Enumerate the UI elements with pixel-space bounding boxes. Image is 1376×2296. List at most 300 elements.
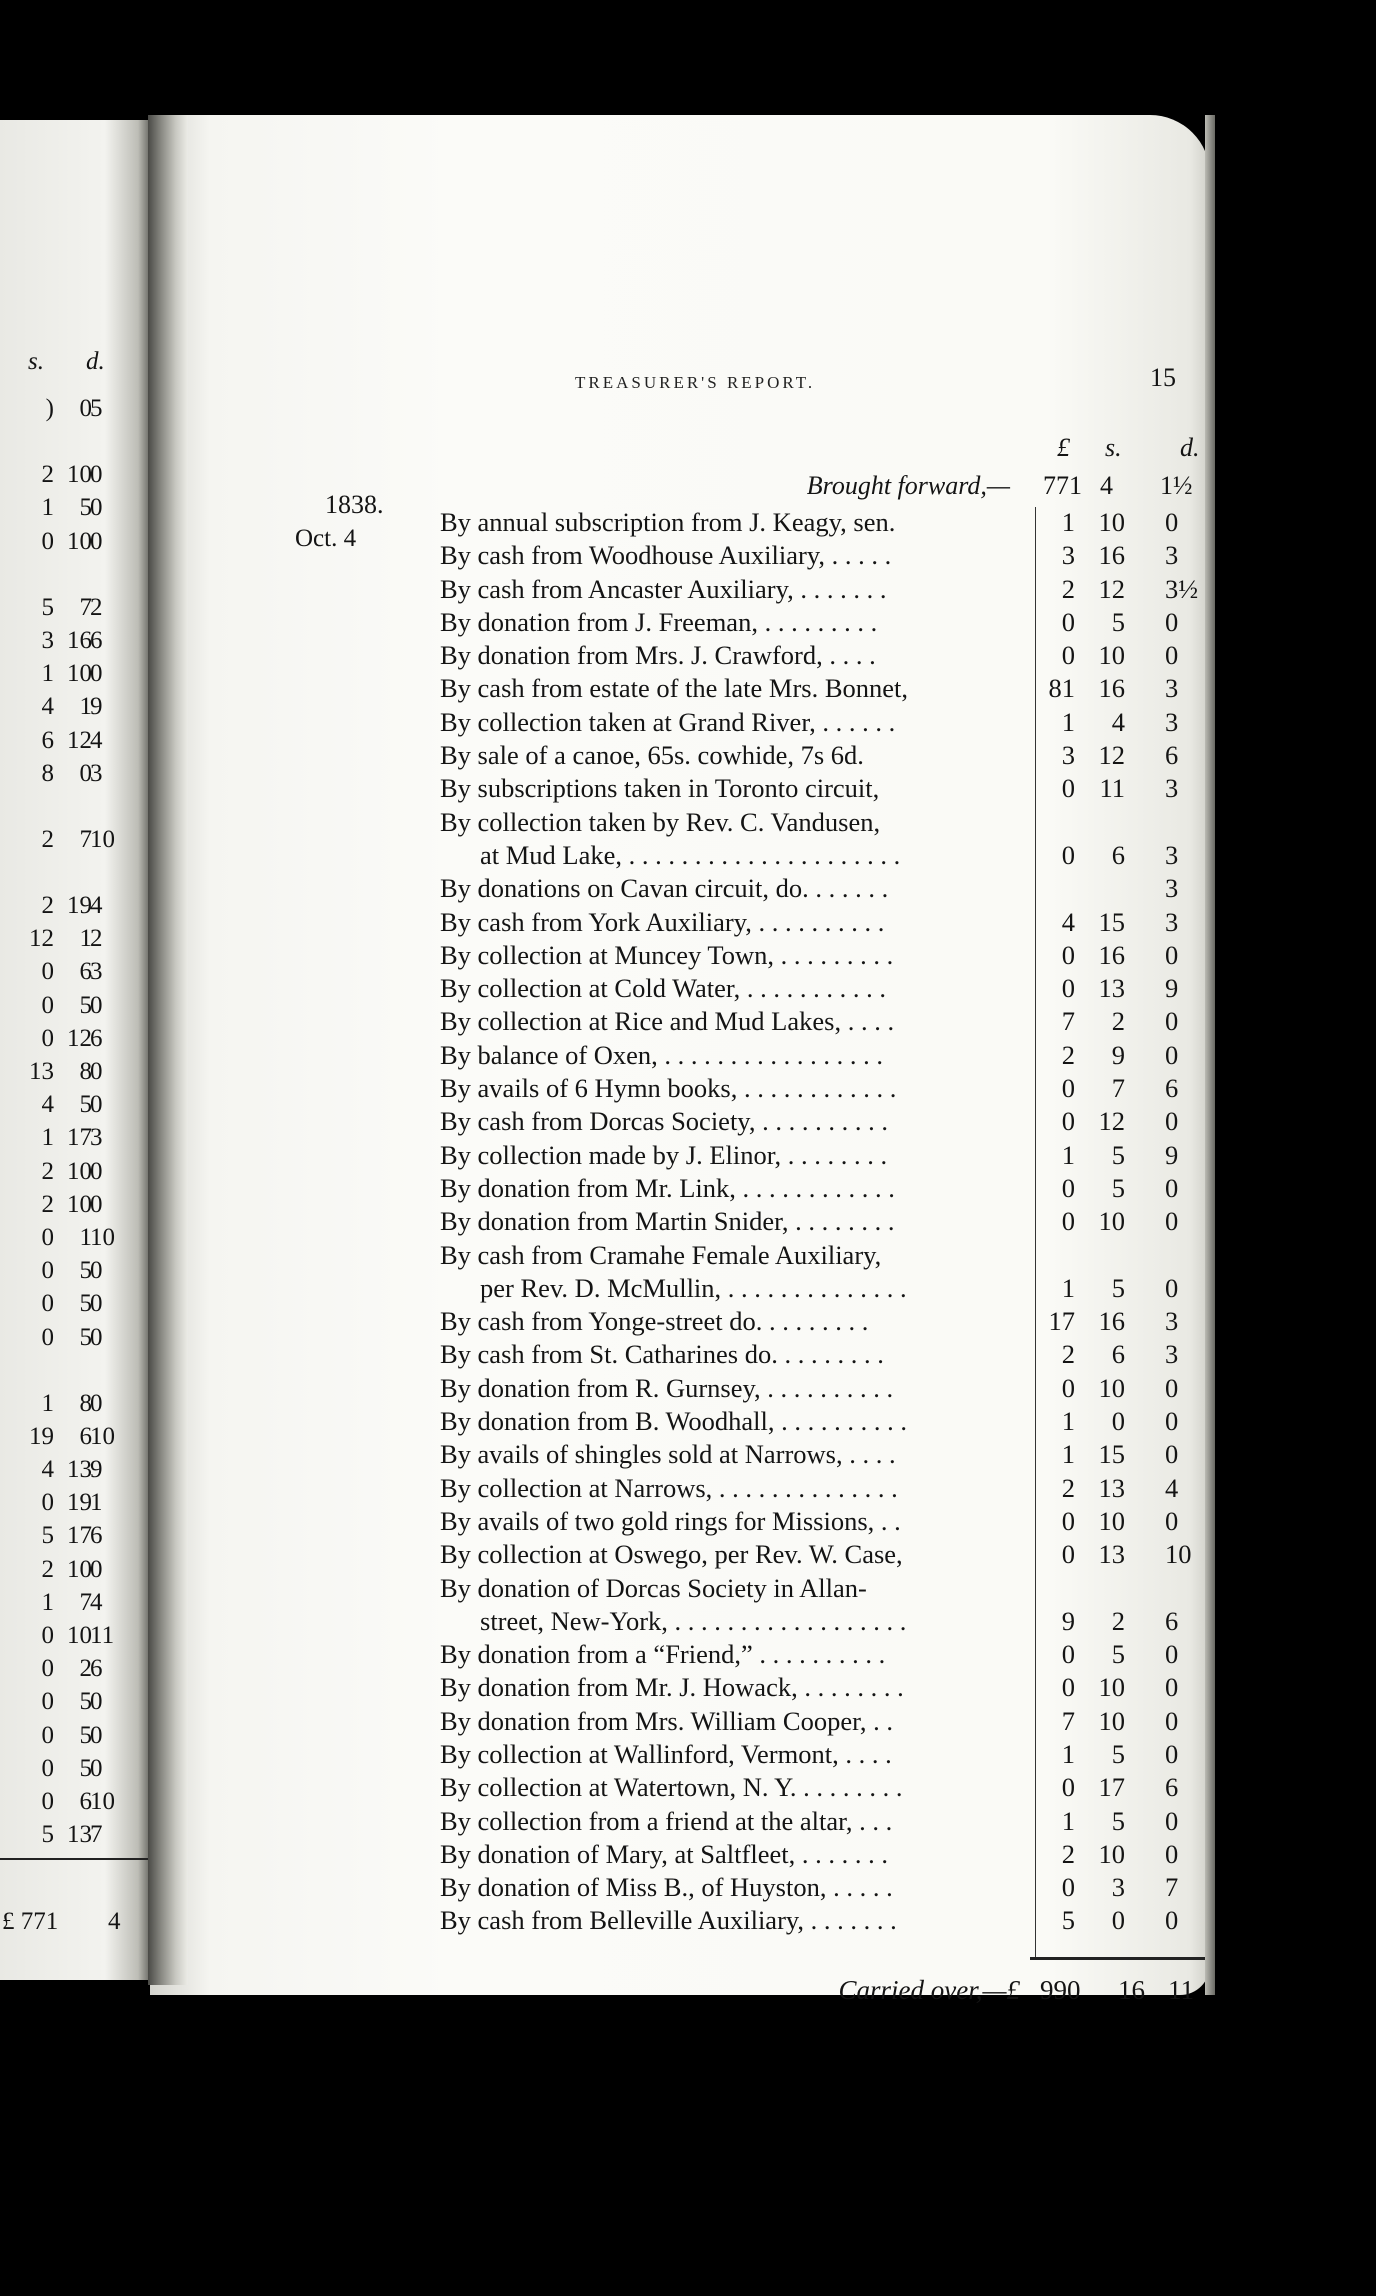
left-shillings: 5 bbox=[79, 1754, 92, 1782]
ledger-page bbox=[150, 115, 1210, 2005]
brought-forward-pence: 1½ bbox=[1160, 471, 1193, 500]
left-pence: 3 bbox=[90, 1124, 103, 1152]
entry-description: By collection taken at Grand River, . . . . . . bbox=[440, 706, 896, 737]
entry-shillings: 13 bbox=[1098, 1472, 1125, 1503]
left-pounds: 19 bbox=[29, 1422, 54, 1450]
entry-shillings: 5 bbox=[1111, 1639, 1125, 1670]
ledger-entry-row bbox=[150, 540, 1250, 573]
left-pence: 0 bbox=[90, 527, 103, 555]
page-number: 15 bbox=[1150, 363, 1176, 392]
left-pounds: 0 bbox=[41, 1489, 54, 1517]
left-shillings: 17 bbox=[67, 1124, 92, 1152]
left-pence: 3 bbox=[90, 759, 103, 787]
left-pence: 6 bbox=[90, 1024, 103, 1052]
entry-pounds: 0 bbox=[1061, 606, 1075, 637]
entry-pence: 0 bbox=[1165, 1439, 1179, 1470]
entry-description: By collection at Cold Water, . . . . . . . . . . . bbox=[440, 973, 887, 1004]
left-pounds: 5 bbox=[41, 1522, 54, 1550]
ledger-entry-row bbox=[150, 1473, 1250, 1506]
left-pounds: 2 bbox=[41, 825, 54, 853]
entry-shillings: 4 bbox=[1111, 706, 1125, 737]
entry-pounds: 0 bbox=[1061, 1372, 1075, 1403]
entry-description: By cash from Dorcas Society, . . . . . . . . . . bbox=[440, 1106, 888, 1137]
left-page-row bbox=[0, 1324, 150, 1357]
left-pounds: 1 bbox=[41, 494, 54, 522]
entry-shillings: 17 bbox=[1098, 1772, 1125, 1803]
entry-pounds: 1 bbox=[1061, 507, 1075, 537]
left-page-row bbox=[0, 1158, 150, 1191]
ledger-entry-row bbox=[150, 1040, 1250, 1073]
entry-pounds: 1 bbox=[1061, 1139, 1075, 1170]
left-shillings: 5 bbox=[79, 1323, 92, 1351]
left-shillings: 0 bbox=[79, 395, 92, 422]
left-pounds: 0 bbox=[41, 527, 54, 555]
left-shillings: 10 bbox=[67, 1555, 92, 1583]
entry-pence: 0 bbox=[1165, 939, 1179, 970]
entry-pounds: 1 bbox=[1061, 1738, 1075, 1769]
ledger-entry-row bbox=[150, 940, 1250, 973]
entry-pence: 3 bbox=[1165, 906, 1179, 937]
left-shillings: 17 bbox=[67, 1522, 92, 1550]
ledger-entry-row bbox=[150, 1739, 1250, 1772]
left-pence: 0 bbox=[90, 1257, 103, 1285]
left-page-row bbox=[0, 1489, 150, 1522]
ledger-entry-row bbox=[150, 973, 1250, 1006]
left-page-row bbox=[0, 826, 150, 859]
left-page-blank-row bbox=[0, 793, 150, 826]
left-page-row bbox=[0, 1423, 150, 1456]
left-shillings: 13 bbox=[67, 1821, 92, 1849]
ledger-entry-row bbox=[150, 1573, 1250, 1606]
entry-description: By collection at Muncey Town, . . . . . . . . . bbox=[440, 939, 894, 970]
left-shillings-header: s. bbox=[28, 348, 44, 375]
entry-shillings: 10 bbox=[1098, 640, 1125, 671]
entry-description: By cash from York Auxiliary, . . . . . . . . . . bbox=[440, 906, 885, 937]
entry-pence: 7 bbox=[1165, 1872, 1179, 1903]
left-page-row bbox=[0, 1091, 150, 1124]
left-pence: 0 bbox=[90, 1721, 103, 1749]
left-pence: 5 bbox=[90, 395, 103, 422]
left-page-blank-row bbox=[0, 1357, 150, 1390]
left-page-row bbox=[0, 1622, 150, 1655]
carried-over-pence: 11 bbox=[1168, 1975, 1194, 2005]
entry-pence: 6 bbox=[1165, 1772, 1179, 1803]
left-pounds: 0 bbox=[41, 991, 54, 1019]
ledger-entry-row bbox=[150, 673, 1250, 706]
ledger-entry-row bbox=[150, 773, 1250, 806]
left-pounds: 0 bbox=[41, 1655, 54, 1683]
page-edge-shadow bbox=[1205, 115, 1215, 1995]
entry-description: By donation from Mr. J. Howack, . . . . . . . . bbox=[440, 1672, 904, 1703]
left-pence: 0 bbox=[90, 991, 103, 1019]
left-pence: 0 bbox=[90, 1555, 103, 1583]
entry-pence: 3 bbox=[1165, 1306, 1179, 1337]
left-shillings: 7 bbox=[79, 825, 92, 853]
left-pence: 7 bbox=[90, 1821, 103, 1849]
entry-shillings: 10 bbox=[1098, 1372, 1125, 1403]
entry-description: By avails of two gold rings for Missions, . . bbox=[440, 1505, 901, 1536]
left-pounds: ) bbox=[45, 395, 54, 422]
left-pence: 3 bbox=[90, 958, 103, 986]
previous-page-fragment bbox=[0, 120, 150, 1980]
entry-pence: 3 bbox=[1165, 1339, 1179, 1370]
entry-description: By collection at Wallinford, Vermont, . . . . bbox=[440, 1738, 892, 1769]
entry-pounds: 17 bbox=[1048, 1306, 1075, 1337]
entry-pence: 0 bbox=[1165, 1838, 1179, 1869]
left-page-row bbox=[0, 1722, 150, 1755]
left-page-row bbox=[0, 1688, 150, 1721]
amount-column-header bbox=[150, 433, 1250, 469]
entry-description: By cash from Yonge-street do. . . . . . . . . bbox=[440, 1306, 869, 1337]
entry-description: per Rev. D. McMullin, . . . . . . . . . . . . . . bbox=[480, 1272, 907, 1303]
entry-pounds: 0 bbox=[1061, 1772, 1075, 1803]
entry-description: By donation from a “Friend,” . . . . . . . . . . bbox=[440, 1639, 886, 1670]
left-page-row bbox=[0, 1655, 150, 1688]
entry-description: By donation from Mrs. William Cooper, . . bbox=[440, 1705, 893, 1736]
entry-pence: 0 bbox=[1165, 1106, 1179, 1137]
ledger-entry-row bbox=[150, 1772, 1250, 1805]
left-pence: 11 bbox=[90, 1622, 115, 1649]
entry-pounds: 2 bbox=[1061, 1339, 1075, 1370]
left-page-row bbox=[0, 1556, 150, 1589]
entry-shillings: 0 bbox=[1111, 1406, 1125, 1437]
entry-pence: 6 bbox=[1165, 1605, 1179, 1636]
left-pounds: 0 bbox=[41, 1787, 54, 1815]
carried-over-shillings: 16 bbox=[1118, 1975, 1145, 2005]
left-pounds: 6 bbox=[41, 726, 54, 754]
ledger-entry-row bbox=[150, 607, 1250, 640]
entry-pence: 4 bbox=[1165, 1472, 1179, 1503]
entry-description: By cash from St. Catharines do. . . . . . . . . bbox=[440, 1339, 884, 1370]
entry-shillings: 12 bbox=[1098, 573, 1125, 604]
left-shillings: 7 bbox=[79, 593, 92, 621]
entry-pounds: 0 bbox=[1061, 839, 1075, 870]
left-shillings: 6 bbox=[79, 1422, 92, 1450]
left-page-row bbox=[0, 958, 150, 991]
brought-forward-label: Brought forward,— bbox=[806, 471, 1010, 500]
entry-pounds: 1 bbox=[1061, 1272, 1075, 1303]
ledger-entry-row bbox=[150, 1639, 1250, 1672]
left-shillings: 1 bbox=[79, 925, 92, 953]
entry-pounds: 0 bbox=[1061, 1505, 1075, 1536]
left-total-pounds: £ 771 bbox=[2, 1908, 59, 1935]
left-total-rule bbox=[0, 1858, 150, 1860]
ledger-entry-row bbox=[150, 840, 1250, 873]
left-shillings: 10 bbox=[67, 461, 92, 489]
entry-pence: 0 bbox=[1165, 1805, 1179, 1836]
entry-pence: 0 bbox=[1165, 1172, 1179, 1203]
entry-pence: 3 bbox=[1165, 773, 1179, 804]
left-page-row bbox=[0, 1456, 150, 1489]
entry-pence: 0 bbox=[1165, 1406, 1179, 1437]
brought-forward-pounds: 771 bbox=[1043, 471, 1082, 500]
left-shillings: 2 bbox=[79, 1655, 92, 1683]
left-pence: 0 bbox=[90, 1323, 103, 1351]
entry-pence: 10 bbox=[1165, 1539, 1192, 1570]
left-total-shillings: 4 bbox=[108, 1908, 121, 1935]
left-pounds: 3 bbox=[41, 626, 54, 654]
left-pence: 0 bbox=[90, 1058, 103, 1085]
ledger-entry-row bbox=[150, 1173, 1250, 1206]
ledger-entry-row bbox=[150, 1872, 1250, 1905]
entry-pounds: 0 bbox=[1061, 1539, 1075, 1570]
entry-shillings: 16 bbox=[1098, 939, 1125, 970]
entry-pence: 0 bbox=[1165, 1505, 1179, 1536]
left-shillings: 5 bbox=[79, 1290, 92, 1318]
left-shillings: 5 bbox=[79, 1257, 92, 1285]
ledger-entry-row bbox=[150, 1373, 1250, 1406]
entry-description: By donation of Miss B., of Huyston, . . . . . bbox=[440, 1872, 893, 1903]
entry-shillings: 12 bbox=[1098, 740, 1125, 771]
ledger-entry-row bbox=[150, 1672, 1250, 1705]
entry-description: By collection at Rice and Mud Lakes, . . . . bbox=[440, 1006, 895, 1037]
ledger-entry-row bbox=[150, 873, 1250, 906]
entry-description: By donation from R. Gurnsey, . . . . . . . . . . bbox=[440, 1372, 894, 1403]
ledger-entry-row bbox=[150, 1240, 1250, 1273]
entry-shillings: 12 bbox=[1098, 1106, 1125, 1137]
entry-shillings: 5 bbox=[1111, 1272, 1125, 1303]
left-page-row bbox=[0, 528, 150, 561]
entry-pence: 9 bbox=[1165, 973, 1179, 1004]
entry-pounds: 0 bbox=[1061, 1073, 1075, 1104]
entry-shillings: 16 bbox=[1098, 540, 1125, 571]
left-page-column-header bbox=[0, 348, 150, 388]
entry-description: at Mud Lake, . . . . . . . . . . . . . . . . . . . . . bbox=[480, 839, 901, 870]
left-pounds: 1 bbox=[41, 1124, 54, 1152]
left-page-row bbox=[0, 760, 150, 793]
entry-pounds: 1 bbox=[1061, 1439, 1075, 1470]
left-pence: 0 bbox=[90, 461, 103, 489]
left-page-row bbox=[0, 1257, 150, 1290]
ledger-entry-row bbox=[150, 1706, 1250, 1739]
entry-description: By collection at Narrows, . . . . . . . . . . . . . . bbox=[440, 1472, 898, 1503]
left-pence: 6 bbox=[90, 1522, 103, 1550]
left-page-row bbox=[0, 1191, 150, 1224]
ledger-entry-row bbox=[150, 1006, 1250, 1039]
left-shillings: 1 bbox=[79, 693, 92, 721]
entry-pence: 3½ bbox=[1165, 573, 1199, 604]
ledger-entry-row bbox=[150, 574, 1250, 607]
entry-pence: 6 bbox=[1165, 740, 1179, 771]
entry-pounds: 7 bbox=[1061, 1006, 1075, 1037]
entry-description: By donation of Mary, at Saltfleet, . . . . . . . bbox=[440, 1838, 888, 1869]
entry-shillings: 2 bbox=[1111, 1605, 1125, 1636]
entry-description: By cash from estate of the late Mrs. Bonnet, bbox=[440, 673, 909, 704]
entry-pounds: 0 bbox=[1061, 1672, 1075, 1703]
entry-description: By cash from Cramahe Female Auxiliary, bbox=[440, 1239, 882, 1270]
entry-shillings: 10 bbox=[1098, 507, 1125, 537]
left-shillings: 19 bbox=[67, 1489, 92, 1517]
left-pence: 4 bbox=[90, 726, 103, 754]
entry-description: By annual subscription from J. Keagy, sen. bbox=[440, 507, 896, 537]
left-pence: 9 bbox=[90, 1456, 103, 1484]
left-pounds: 2 bbox=[41, 892, 54, 920]
carried-over-label: Carried over,—£ bbox=[838, 1975, 1020, 2005]
left-pounds: 1 bbox=[41, 1389, 54, 1417]
pounds-header: £ bbox=[1057, 433, 1070, 462]
entry-pounds: 5 bbox=[1061, 1905, 1075, 1936]
brought-forward-shillings: 4 bbox=[1100, 471, 1113, 500]
entry-description: street, New-York, . . . . . . . . . . . . . . . . . . bbox=[480, 1605, 907, 1636]
pence-header: d. bbox=[1180, 433, 1200, 462]
entry-pence: 0 bbox=[1165, 606, 1179, 637]
ledger-entries bbox=[150, 507, 1250, 1939]
left-page-row bbox=[0, 1058, 150, 1091]
left-page-row bbox=[0, 660, 150, 693]
entry-pounds: 3 bbox=[1061, 540, 1075, 571]
entry-pence: 0 bbox=[1165, 1738, 1179, 1769]
entry-description: By donation of Dorcas Society in Allan- bbox=[440, 1572, 867, 1603]
entry-shillings: 5 bbox=[1111, 606, 1125, 637]
left-pounds: 5 bbox=[41, 593, 54, 621]
entry-pence: 3 bbox=[1165, 873, 1179, 904]
entry-pounds: 2 bbox=[1061, 1472, 1075, 1503]
entry-shillings: 6 bbox=[1111, 839, 1125, 870]
left-shillings: 6 bbox=[79, 1787, 92, 1815]
left-pence: 6 bbox=[90, 1655, 103, 1683]
left-pence: 2 bbox=[90, 593, 103, 621]
ledger-entry-row bbox=[150, 1306, 1250, 1339]
entry-pence: 3 bbox=[1165, 706, 1179, 737]
left-shillings: 8 bbox=[79, 1058, 92, 1085]
entry-pence: 3 bbox=[1165, 839, 1179, 870]
left-pounds: 0 bbox=[41, 958, 54, 986]
left-pounds: 4 bbox=[41, 1456, 54, 1484]
entry-pence: 0 bbox=[1165, 1905, 1179, 1936]
entry-shillings: 11 bbox=[1099, 773, 1125, 804]
left-pence: 6 bbox=[90, 626, 103, 654]
left-pounds: 12 bbox=[29, 925, 54, 953]
entry-shillings: 10 bbox=[1098, 1705, 1125, 1736]
total-rule bbox=[1030, 1957, 1210, 1960]
left-shillings: 0 bbox=[79, 759, 92, 787]
left-pence: 0 bbox=[90, 1190, 103, 1218]
entry-pounds: 2 bbox=[1061, 1039, 1075, 1070]
left-pounds: 0 bbox=[41, 1323, 54, 1351]
left-page-row bbox=[0, 494, 150, 527]
entry-pounds: 0 bbox=[1061, 773, 1075, 804]
entry-shillings: 10 bbox=[1098, 1838, 1125, 1869]
left-page-row bbox=[0, 727, 150, 760]
ledger-entry-row bbox=[150, 1905, 1250, 1938]
left-shillings: 5 bbox=[79, 494, 92, 522]
ledger-entry-row bbox=[150, 1839, 1250, 1872]
ledger-entry-row bbox=[150, 640, 1250, 673]
left-pence: 9 bbox=[90, 693, 103, 721]
running-head: TREASURER'S REPORT. bbox=[575, 373, 816, 392]
left-shillings: 1 bbox=[79, 1223, 92, 1251]
entry-shillings: 13 bbox=[1098, 1539, 1125, 1570]
left-pounds: 0 bbox=[41, 1688, 54, 1716]
ledger-entry-row bbox=[150, 740, 1250, 773]
entry-shillings: 3 bbox=[1111, 1872, 1125, 1903]
entry-shillings: 16 bbox=[1098, 673, 1125, 704]
left-page-row bbox=[0, 925, 150, 958]
left-pence: 0 bbox=[90, 1688, 103, 1716]
entry-shillings: 15 bbox=[1098, 906, 1125, 937]
entry-pounds: 4 bbox=[1061, 906, 1075, 937]
left-pence: 1 bbox=[90, 1489, 103, 1517]
entry-pounds: 0 bbox=[1061, 1106, 1075, 1137]
entry-pence: 0 bbox=[1165, 1639, 1179, 1670]
left-shillings: 5 bbox=[79, 991, 92, 1019]
ledger-entry-row bbox=[150, 507, 1250, 540]
left-pounds: 0 bbox=[41, 1622, 54, 1649]
left-page-row bbox=[0, 1224, 150, 1257]
carried-over-pounds: 990 bbox=[1040, 1975, 1081, 2005]
entry-pounds: 0 bbox=[1061, 640, 1075, 671]
left-pence: 2 bbox=[90, 925, 103, 953]
left-page-row bbox=[0, 627, 150, 660]
ledger-entry-row bbox=[150, 807, 1250, 840]
left-shillings: 5 bbox=[79, 1091, 92, 1119]
entry-description: By collection at Oswego, per Rev. W. Case, bbox=[440, 1539, 903, 1570]
left-page-row bbox=[0, 1390, 150, 1423]
entry-shillings: 10 bbox=[1098, 1672, 1125, 1703]
entry-shillings: 0 bbox=[1111, 1905, 1125, 1936]
entry-description: By donation from Mrs. J. Crawford, . . . . bbox=[440, 640, 876, 671]
entry-description: By collection taken by Rev. C. Vandusen, bbox=[440, 806, 881, 837]
entry-pounds: 81 bbox=[1048, 673, 1075, 704]
entry-description: By cash from Belleville Auxiliary, . . . . . . . bbox=[440, 1905, 897, 1936]
entry-pence: 0 bbox=[1165, 507, 1179, 537]
entry-shillings: 2 bbox=[1111, 1006, 1125, 1037]
entry-description: By donation from J. Freeman, . . . . . . . . . bbox=[440, 606, 878, 637]
entry-pounds: 1 bbox=[1061, 1406, 1075, 1437]
left-page-row bbox=[0, 1025, 150, 1058]
left-pounds: 8 bbox=[41, 759, 54, 787]
left-page-blank-row bbox=[0, 428, 150, 461]
entry-pence: 9 bbox=[1165, 1139, 1179, 1170]
ledger-entry-row bbox=[150, 1606, 1250, 1639]
entry-pence: 0 bbox=[1165, 1039, 1179, 1070]
ledger-entry-row bbox=[150, 1073, 1250, 1106]
entry-year: 1838. bbox=[325, 490, 384, 519]
entry-pounds: 0 bbox=[1061, 939, 1075, 970]
entry-shillings: 13 bbox=[1098, 973, 1125, 1004]
entry-pence: 3 bbox=[1165, 540, 1179, 571]
left-shillings: 8 bbox=[79, 1389, 92, 1417]
left-pounds: 13 bbox=[29, 1058, 54, 1085]
left-shillings: 10 bbox=[67, 1622, 92, 1649]
left-pounds: 0 bbox=[41, 1024, 54, 1052]
entry-shillings: 15 bbox=[1098, 1439, 1125, 1470]
left-pence: 0 bbox=[90, 1754, 103, 1782]
left-page-blank-row bbox=[0, 859, 150, 892]
left-pence: 10 bbox=[90, 1787, 115, 1815]
entry-pence: 0 bbox=[1165, 1705, 1179, 1736]
left-page-row bbox=[0, 461, 150, 494]
left-page-row bbox=[0, 892, 150, 925]
left-shillings: 12 bbox=[67, 726, 92, 754]
shillings-header: s. bbox=[1105, 433, 1122, 462]
left-pounds: 5 bbox=[41, 1821, 54, 1849]
left-pounds: 0 bbox=[41, 1257, 54, 1285]
left-shillings: 7 bbox=[79, 1588, 92, 1616]
entry-pounds: 0 bbox=[1061, 1172, 1075, 1203]
left-shillings: 5 bbox=[79, 1688, 92, 1716]
entry-date: Oct. 4 bbox=[295, 525, 357, 552]
left-shillings: 10 bbox=[67, 1157, 92, 1185]
entry-pounds: 0 bbox=[1061, 1206, 1075, 1237]
left-page-row bbox=[0, 1124, 150, 1157]
left-pounds: 2 bbox=[41, 1190, 54, 1218]
left-page-row bbox=[0, 594, 150, 627]
left-pence: 10 bbox=[90, 1422, 115, 1450]
left-pence: 0 bbox=[90, 1091, 103, 1119]
left-page-blank-row bbox=[0, 561, 150, 594]
left-page-row bbox=[0, 693, 150, 726]
